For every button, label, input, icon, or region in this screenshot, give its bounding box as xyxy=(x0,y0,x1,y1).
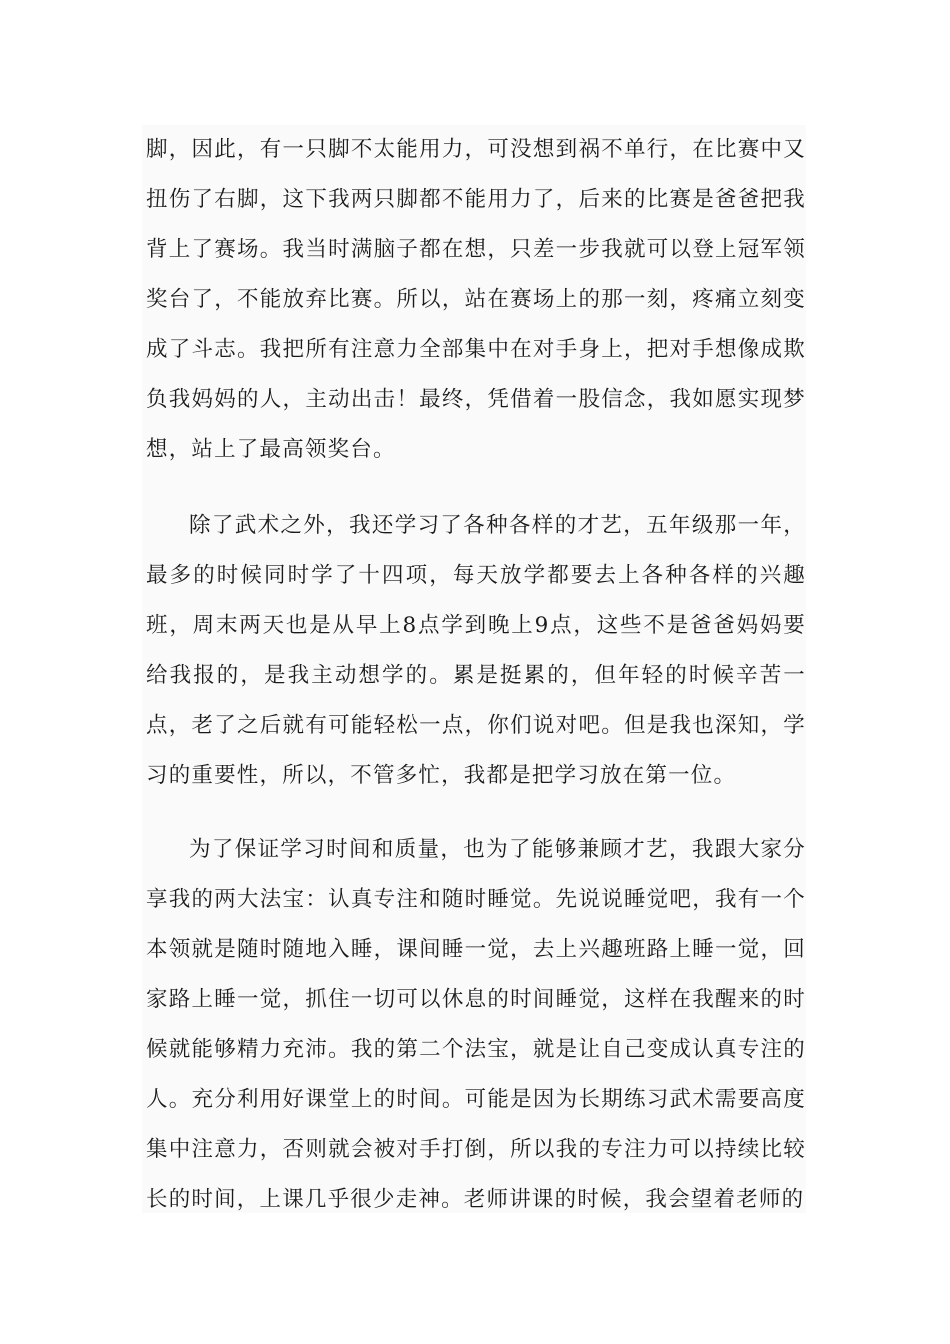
text-block xyxy=(142,125,806,1213)
paragraph-2: 除了武术之外，我还学习了各种各样的才艺，五年级那一年，最多的时候同时学了十四项，每天放学都要去上各种各样的兴趣班，周末两天也是从早上8点学到晚上9点，这些不是爸爸妈妈要给我报的，是我主动想学的。累是挺累的，但年轻的时候辛苦一点，老了之后就有可能轻松一点，你们说对吧。但是我也深知，学习的重要性，所以，不管多忙，我都是把学习放在第一位。 xyxy=(146,513,806,788)
paragraph-3: 为了保证学习时间和质量，也为了能够兼顾才艺，我跟大家分享我的两大法宝：认真专注和随时睡觉。先说说睡觉吧，我有一个本领就是随时随地入睡，课间睡一觉，去上兴趣班路上睡一觉，回家路上睡一觉，抓住一切可以休息的时间睡觉，这样在我醒来的时候就能够精力充沛。我的第二个法宝，就是让自己变成认真专注的人。充分利用好课堂上的时间。可能是因为长期练习武术需要高度集中注意力，否则就会被对手打倒，所以我的专注力可以持续比较长的时间，上课几乎很少走神。老师讲课的时候，我会望着老师的 xyxy=(146,837,806,1212)
paragraph-1: 脚，因此，有一只脚不太能用力，可没想到祸不单行，在比赛中又扭伤了右脚，这下我两只脚都不能用力了，后来的比赛是爸爸把我背上了赛场。我当时满脑子都在想，只差一步我就可以登上冠军领奖台了，不能放弃比赛。所以，站在赛场上的那一刻，疼痛立刻变成了斗志。我把所有注意力全部集中在对手身上，把对手想像成欺负我妈妈的人，主动出击！最终，凭借着一股信念，我如愿实现梦想，站上了最高领奖台。 xyxy=(146,137,806,462)
